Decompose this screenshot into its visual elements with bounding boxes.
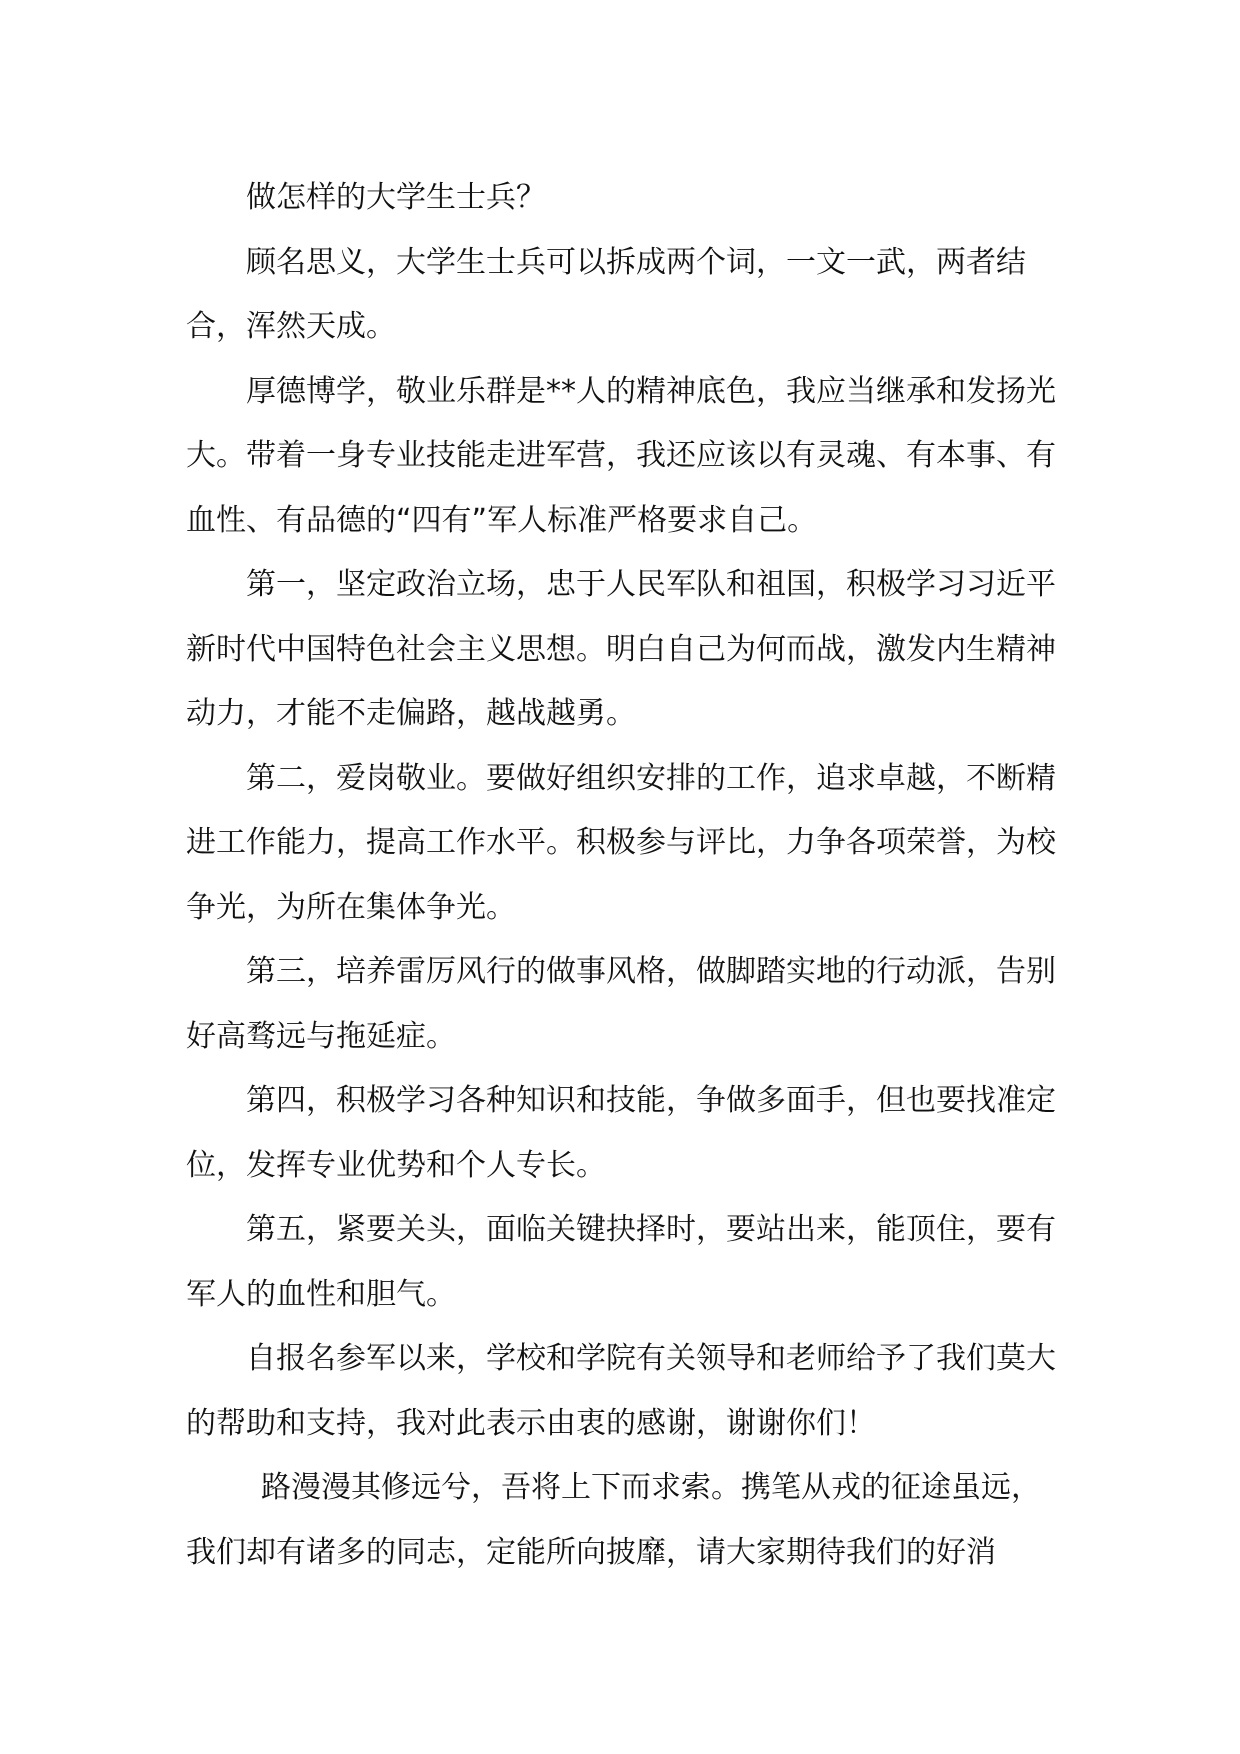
paragraph-point-five: 第五，紧要关头，面临关键抉择时，要站出来，能顶住，要有军人的血性和胆气。 — [186, 1212, 1056, 1312]
paragraph-point-one: 第一，坚定政治立场，忠于人民军队和祖国，积极学习习近平新时代中国特色社会主义思想。明白自己为何而战，激发内生精神动力，才能不走偏路，越战越勇。 — [186, 567, 1056, 731]
paragraph-point-four: 第四，积极学习各种知识和技能，争做多面手，但也要找准定位，发挥专业优势和个人专长。 — [186, 1083, 1056, 1183]
paragraph-point-two: 第二，爱岗敬业。要做好组织安排的工作，追求卓越，不断精进工作能力，提高工作水平。积极参与评比，力争各项荣誉，为校争光，为所在集体争光。 — [186, 760, 1056, 925]
paragraph-heading-question: 做怎样的大学生士兵？ — [246, 180, 546, 215]
paragraph-meaning: 顾名思义，大学生士兵可以拆成两个词，一文一武，两者结合，浑然天成。 — [186, 244, 1026, 344]
paragraph-motto: 厚德博学，敬业乐群是**人的精神底色，我应当继承和发扬光大。带着一身专业技能走进军营，我还应该以有灵魂、有本事、有血性、有品德的“四有”军人标准严格要求自己。 — [186, 373, 1056, 538]
paragraph-point-three: 第三，培养雷厉风行的做事风格，做脚踏实地的行动派，告别好高骛远与拖延症。 — [186, 954, 1056, 1054]
paragraph-thanks: 自报名参军以来，学校和学院有关领导和老师给予了我们莫大的帮助和支持，我对此表示由衷的感谢，谢谢你们！ — [186, 1341, 1056, 1441]
paragraph-closing: 路漫漫其修远兮，吾将上下而求索。携笔从戎的征途虽远，我们却有诸多的同志，定能所向披靡，请大家期待我们的好消 — [186, 1470, 1041, 1570]
document-body — [186, 166, 1056, 1585]
